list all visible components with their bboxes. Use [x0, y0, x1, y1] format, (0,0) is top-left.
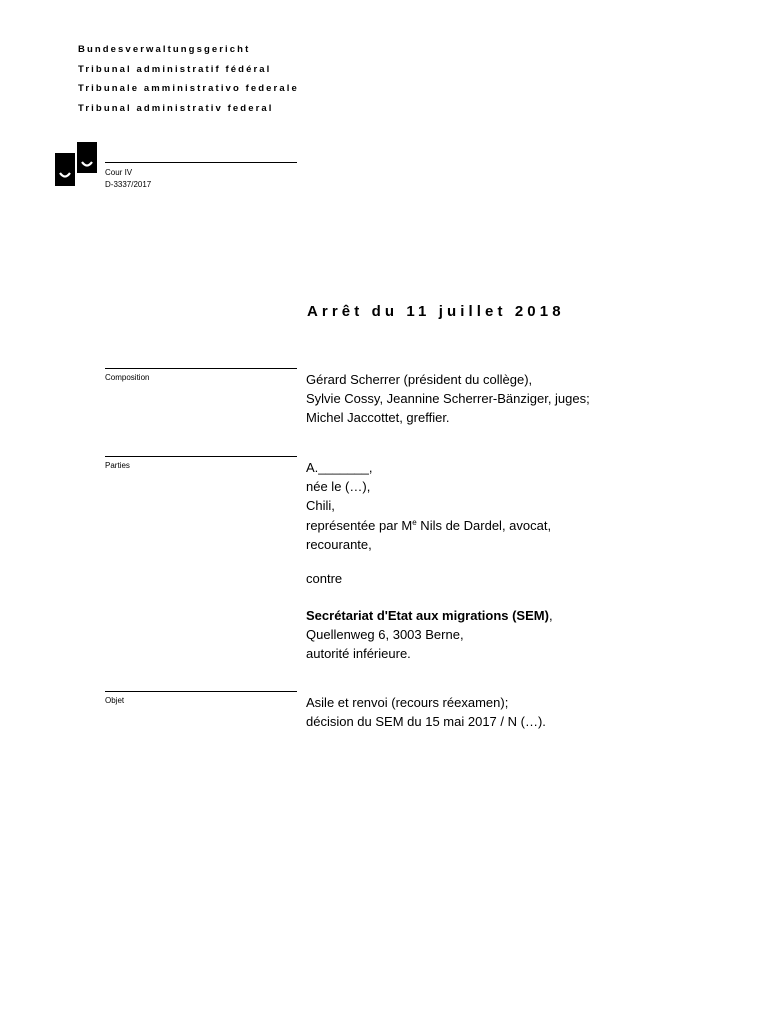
appellant-representation — [306, 516, 551, 535]
case-number: D-3337/2017 — [105, 180, 152, 189]
appellant-role: recourante, — [306, 536, 372, 552]
parties-rule — [105, 456, 297, 457]
composition-text — [306, 370, 590, 428]
authority-role: autorité inférieure. — [306, 646, 411, 662]
court-section: Cour IV — [105, 168, 133, 177]
objet-text — [306, 693, 546, 731]
objet-line: Asile et renvoi (recours réexamen); — [306, 695, 509, 710]
objet-rule — [105, 691, 297, 692]
appellant-birth: née le (…), — [306, 479, 371, 495]
parties-authority — [306, 606, 553, 664]
representation-prefix: représentée par M — [306, 517, 413, 533]
objet-label: Objet — [105, 696, 125, 705]
court-name-romansh: Tribunal administrativ federal — [78, 102, 274, 114]
representation-suffix: Nils de Dardel, avocat, — [416, 517, 552, 533]
objet-line: décision du SEM du 15 mai 2017 / N (…). — [306, 714, 546, 730]
authority-name: Secrétariat d'Etat aux migrations (SEM) — [306, 608, 549, 623]
composition-label: Composition — [105, 373, 150, 382]
parties-label: Parties — [105, 461, 130, 470]
court-name-italian: Tribunale amministrativo federale — [78, 83, 299, 94]
court-names — [78, 40, 299, 118]
parties-appellant — [306, 458, 551, 554]
versus-text: contre — [306, 571, 343, 586]
authority-name-trailing: , — [548, 608, 553, 623]
appellant-name: A._______, — [306, 460, 373, 475]
court-name-french: Tribunal administratif fédéral — [78, 63, 272, 75]
representation-superscript: e — [412, 517, 417, 527]
header-rule — [105, 162, 297, 163]
composition-line: Gérard Scherrer (président du collège), — [306, 372, 533, 387]
composition-rule — [105, 368, 297, 369]
composition-line: Michel Jaccottet, greffier. — [306, 410, 450, 426]
appellant-country: Chili, — [306, 498, 335, 514]
authority-name-line — [306, 606, 553, 625]
authority-address: Quellenweg 6, 3003 Berne, — [306, 627, 464, 643]
court-logo-icon — [55, 142, 97, 186]
court-name-german: Bundesverwaltungsgericht — [78, 44, 251, 55]
judgment-title: Arrêt du 11 juillet 2018 — [307, 303, 565, 320]
composition-line: Sylvie Cossy, Jeannine Scherrer-Bänziger, juges; — [306, 391, 590, 407]
